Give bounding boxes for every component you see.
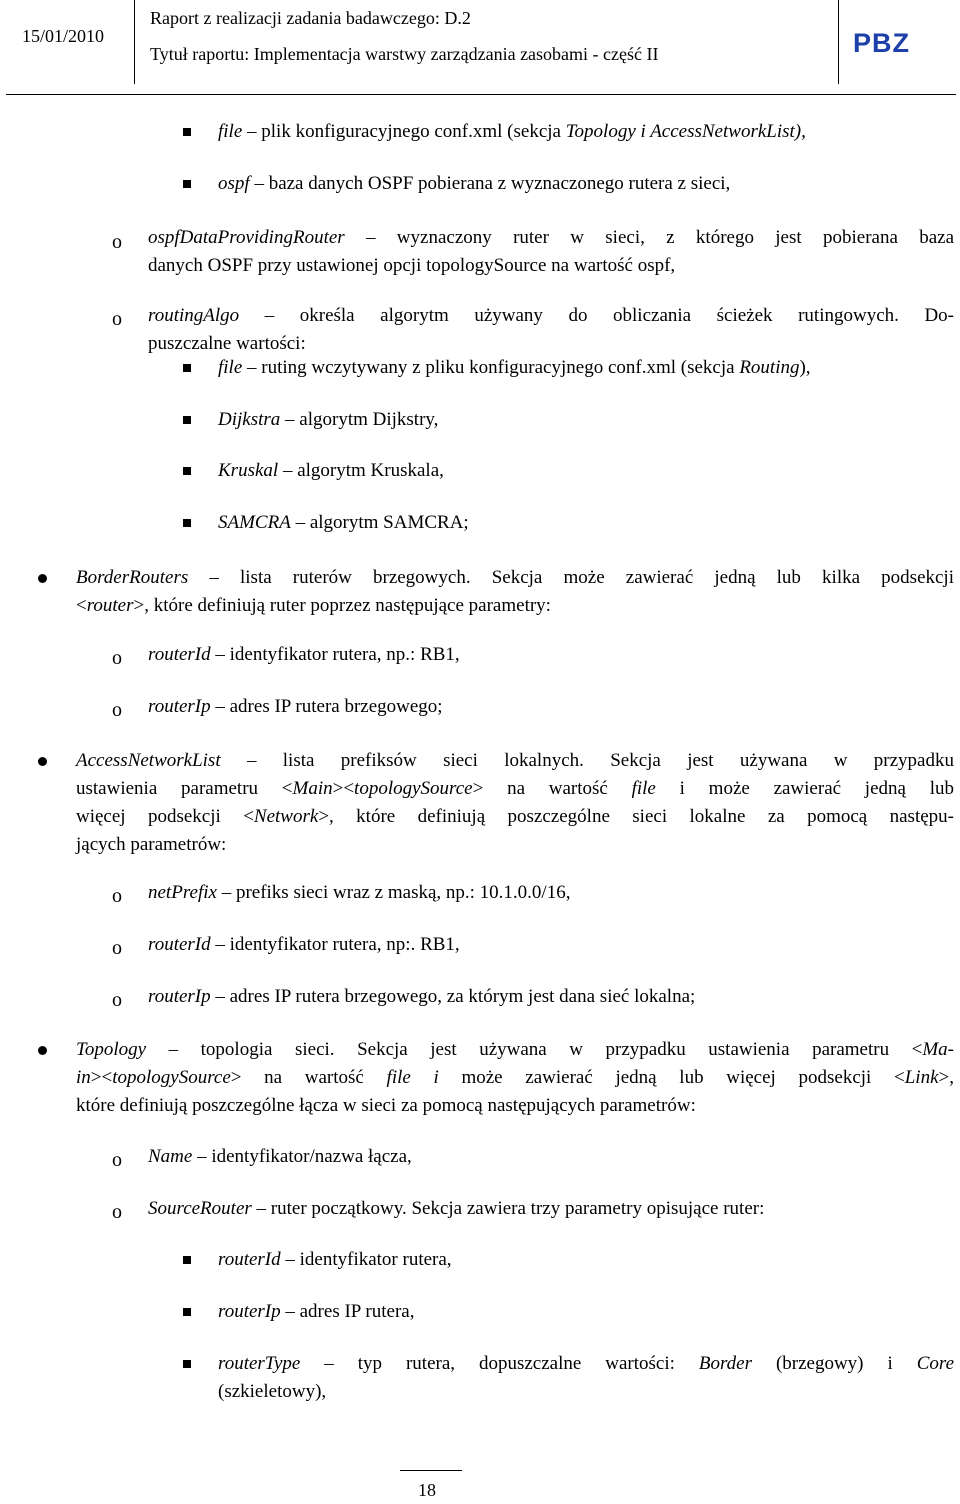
circle-bullet-icon: o [112, 231, 122, 253]
page-number: 18 [418, 1480, 436, 1500]
header-divider [838, 0, 839, 84]
circle-bullet-icon: o [112, 308, 122, 330]
square-bullet-icon [183, 467, 191, 475]
list-item: routerType – typ rutera, dopuszczalne wartości: Border (brzegowy) i Core [218, 1353, 954, 1374]
list-item-continuation: danych OSPF przy ustawionej opcji topologySource na wartość ospf, [148, 255, 676, 276]
list-item: SourceRouter – ruter początkowy. Sekcja zawiera trzy parametry opisujące ruter: [148, 1198, 765, 1219]
square-bullet-icon [183, 416, 191, 424]
square-bullet-icon [183, 1256, 191, 1264]
header-date: 15/01/2010 [22, 26, 105, 46]
header-rule [6, 94, 956, 95]
list-item: routingAlgo – określa algorytm używany do obliczania ścieżek rutingowych. Do- [148, 305, 954, 326]
circle-bullet-icon: o [112, 699, 122, 721]
circle-bullet-icon: o [112, 885, 122, 907]
list-item-continuation: jących parametrów: [76, 834, 227, 855]
circle-bullet-icon: o [112, 1201, 122, 1223]
list-item: Kruskal – algorytm Kruskala, [218, 460, 444, 481]
list-item-continuation: <router>, które definiują ruter poprzez następujące parametry: [76, 595, 551, 616]
square-bullet-icon [183, 519, 191, 527]
square-bullet-icon [183, 128, 191, 136]
square-bullet-icon [183, 364, 191, 372]
list-item: routerId – identyfikator rutera, np.: RB1, [148, 644, 460, 665]
round-bullet-icon [38, 757, 47, 766]
list-item: file – plik konfiguracyjnego conf.xml (sekcja Topology i AccessNetworkList), [218, 121, 806, 142]
circle-bullet-icon: o [112, 647, 122, 669]
list-item: SAMCRA – algorytm SAMCRA; [218, 512, 469, 533]
list-item-continuation: (szkieletowy), [218, 1381, 327, 1402]
round-bullet-icon [38, 1046, 47, 1055]
list-item: routerIp – adres IP rutera brzegowego, za którym jest dana sieć lokalna; [148, 986, 696, 1007]
list-item-continuation: które definiują poszczególne łącza w sieci za pomocą następujących parametrów: [76, 1095, 696, 1116]
list-item: netPrefix – prefiks sieci wraz z maską, np.: 10.1.0.0/16, [148, 882, 571, 903]
list-item: BorderRouters – lista ruterów brzegowych. Sekcja może zawierać jedną lub kilka podsekcji [76, 567, 954, 588]
square-bullet-icon [183, 1308, 191, 1316]
round-bullet-icon [38, 574, 47, 583]
page-header [0, 0, 960, 96]
circle-bullet-icon: o [112, 989, 122, 1011]
list-item: file – ruting wczytywany z pliku konfiguracyjnego conf.xml (sekcja Routing), [218, 357, 811, 378]
list-item: AccessNetworkList – lista prefiksów sieci lokalnych. Sekcja jest używana w przypadku [76, 750, 954, 771]
list-item: Name – identyfikator/nazwa łącza, [148, 1146, 412, 1167]
list-item-continuation: puszczalne wartości: [148, 333, 306, 354]
header-logo: PBZ [853, 28, 910, 58]
square-bullet-icon [183, 1360, 191, 1368]
list-item: routerIp – adres IP rutera brzegowego; [148, 696, 443, 717]
list-item-continuation: więcej podsekcji <Network>, które definiują poszczególne sieci lokalne za pomocą następu- [76, 806, 954, 827]
header-divider [134, 0, 135, 84]
list-item: routerId – identyfikator rutera, np:. RB1, [148, 934, 460, 955]
square-bullet-icon [183, 180, 191, 188]
list-item-continuation: in><topologySource> na wartość file i może zawierać jedną lub więcej podsekcji <Link>, [76, 1067, 954, 1088]
footer-rule [400, 1470, 462, 1471]
header-report-title: Raport z realizacji zadania badawczego: D.2 [150, 8, 471, 28]
list-item: Dijkstra – algorytm Dijkstry, [218, 409, 439, 430]
circle-bullet-icon: o [112, 1149, 122, 1171]
header-report-subtitle: Tytuł raportu: Implementacja warstwy zarządzania zasobami - część II [150, 44, 659, 64]
list-item: routerId – identyfikator rutera, [218, 1249, 452, 1270]
list-item: ospf – baza danych OSPF pobierana z wyznaczonego rutera z sieci, [218, 173, 731, 194]
list-item: Topology – topologia sieci. Sekcja jest używana w przypadku ustawienia parametru <Ma- [76, 1039, 954, 1060]
list-item: routerIp – adres IP rutera, [218, 1301, 415, 1322]
list-item: ospfDataProvidingRouter – wyznaczony ruter w sieci, z którego jest pobierana baza [148, 227, 954, 248]
list-item-continuation: ustawienia parametru <Main><topologySource> na wartość file i może zawierać jedną lub [76, 778, 954, 799]
circle-bullet-icon: o [112, 937, 122, 959]
